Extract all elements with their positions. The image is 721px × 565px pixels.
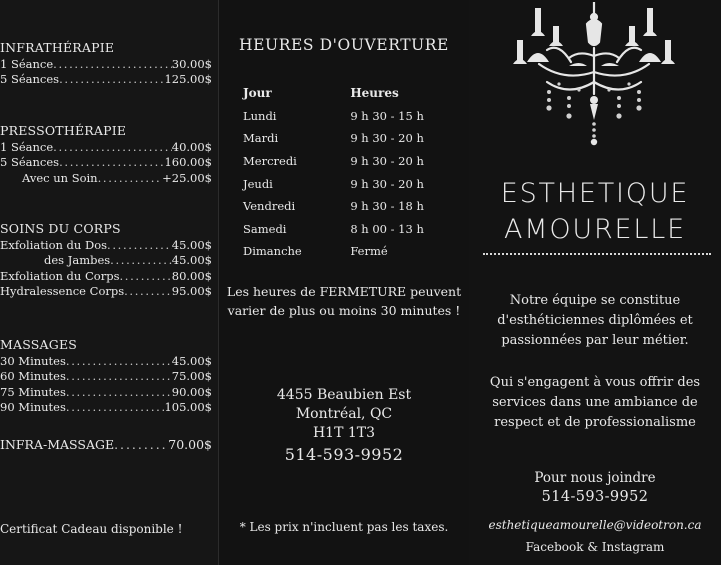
price-row xyxy=(0,253,212,269)
service-price: 40.00$ xyxy=(171,139,212,154)
hours-cell: 9 h 30 - 15 h xyxy=(350,108,424,123)
price-row xyxy=(0,269,212,285)
hours-row xyxy=(243,195,443,218)
address-phone: 514-593-9952 xyxy=(284,445,404,464)
hours-title: HEURES D'OUVERTURE xyxy=(239,36,449,54)
address-postal-code: H1T 1T3 xyxy=(312,425,376,441)
service-label: 90 Minutes xyxy=(0,400,66,414)
hours-cell: Fermé xyxy=(350,244,388,259)
dotted-divider xyxy=(483,253,711,255)
hours-header-row xyxy=(243,82,443,105)
address-block xyxy=(219,386,469,464)
price-row xyxy=(0,284,212,300)
service-price: 70.00$ xyxy=(168,437,212,452)
price-row xyxy=(0,385,212,401)
day-cell: Mercredi xyxy=(243,154,297,169)
service-label: 30 Minutes xyxy=(0,353,66,368)
price-panel xyxy=(0,0,218,565)
service-price: 90.00$ xyxy=(171,384,212,399)
address-city: Montréal, QC xyxy=(295,406,393,422)
hours-row xyxy=(243,105,443,128)
social-media: Facebook & Instagram xyxy=(525,540,665,554)
service-label: Exfoliation du Corps xyxy=(0,268,120,283)
price-row xyxy=(0,437,212,453)
section-title: SOINS DU CORPS xyxy=(0,221,121,236)
hours-cell: 9 h 30 - 20 h xyxy=(350,154,424,169)
infra-massage-section xyxy=(0,437,212,453)
hours-table xyxy=(243,82,443,263)
day-cell: Dimanche xyxy=(243,244,302,259)
day-cell: Samedi xyxy=(243,221,287,236)
hours-column-header: Heures xyxy=(350,86,399,101)
contact-email: esthetiqueamourelle@videotron.ca xyxy=(488,518,702,532)
service-price: 105.00$ xyxy=(164,400,212,414)
gift-certificate-note: Certificat Cadeau disponible ! xyxy=(0,522,183,536)
service-price: 45.00$ xyxy=(171,253,212,267)
service-label: 1 Séance xyxy=(0,56,54,71)
service-price: 45.00$ xyxy=(171,353,212,368)
price-row xyxy=(0,400,212,416)
section-title: INFRATHÉRAPIE xyxy=(0,40,115,55)
service-price: 80.00$ xyxy=(171,268,212,283)
service-price: 95.00$ xyxy=(171,284,212,298)
brand-name xyxy=(469,176,721,248)
brand-line-1: ESTHETIQUE xyxy=(500,178,690,209)
engagement-description: Qui s'engagent à vous offrir des services dans une ambiance de respect et de professionalisme xyxy=(489,375,701,430)
price-row xyxy=(0,57,212,73)
price-row xyxy=(0,155,212,171)
address-street: 4455 Beaubien Est xyxy=(276,387,412,403)
taxes-note: * Les prix n'incluent pas les taxes. xyxy=(239,520,449,534)
price-row xyxy=(0,140,212,156)
price-row xyxy=(0,238,212,254)
hours-panel xyxy=(218,0,470,565)
day-cell: Jeudi xyxy=(243,176,273,191)
infratherapie-section xyxy=(0,40,212,88)
day-cell: Mardi xyxy=(243,131,279,146)
price-row xyxy=(0,369,212,385)
hours-cell: 9 h 30 - 20 h xyxy=(350,131,424,146)
service-label: 75 Minutes xyxy=(0,384,66,399)
service-price: 125.00$ xyxy=(164,72,212,86)
massages-section xyxy=(0,337,212,416)
service-label: 1 Séance xyxy=(0,139,54,154)
service-price: 30.00$ xyxy=(171,56,212,71)
service-label: 60 Minutes xyxy=(0,369,66,383)
hours-row xyxy=(243,218,443,241)
service-label: 5 Séances xyxy=(0,72,60,86)
service-label: 5 Séances xyxy=(0,155,60,169)
service-price: 75.00$ xyxy=(171,369,212,383)
service-price: +25.00$ xyxy=(162,170,212,185)
contact-phone: 514-593-9952 xyxy=(541,489,649,505)
section-title: MASSAGES xyxy=(0,337,78,352)
brand-panel xyxy=(469,0,721,565)
hours-row xyxy=(243,172,443,195)
service-label: Hydralessence Corps xyxy=(0,284,125,298)
hours-cell: 9 h 30 - 18 h xyxy=(350,199,424,214)
service-label: INFRA-MASSAGE xyxy=(0,437,115,452)
service-label: des Jambes xyxy=(44,253,111,267)
service-price: 160.00$ xyxy=(164,155,212,169)
service-label: Exfoliation du Dos xyxy=(0,237,108,252)
service-label: Avec un Soin xyxy=(22,170,98,185)
chandelier-icon xyxy=(509,2,679,152)
soins-corps-section xyxy=(0,221,212,300)
hours-row xyxy=(243,127,443,150)
hours-cell: 9 h 30 - 20 h xyxy=(350,176,424,191)
pressotherapie-section xyxy=(0,123,212,186)
contact-label: Pour nous joindre xyxy=(534,470,656,486)
day-column-header: Jour xyxy=(243,86,272,101)
price-row xyxy=(0,171,212,187)
price-row xyxy=(0,72,212,88)
day-cell: Vendredi xyxy=(243,199,296,214)
service-price: 45.00$ xyxy=(171,237,212,252)
hours-row xyxy=(243,150,443,173)
day-cell: Lundi xyxy=(243,108,277,123)
closing-hours-note: Les heures de FERMETURE peuvent varier de plus ou moins 30 minutes ! xyxy=(226,284,462,318)
brand-line-2: AMOURELLE xyxy=(504,214,686,245)
price-row xyxy=(0,354,212,370)
team-description: Notre équipe se constitue d'esthéticiennes diplômées et passionnées par leur métier. xyxy=(497,293,693,348)
hours-row xyxy=(243,240,443,263)
hours-cell: 8 h 00 - 13 h xyxy=(350,221,424,236)
section-title: PRESSOTHÉRAPIE xyxy=(0,123,127,138)
